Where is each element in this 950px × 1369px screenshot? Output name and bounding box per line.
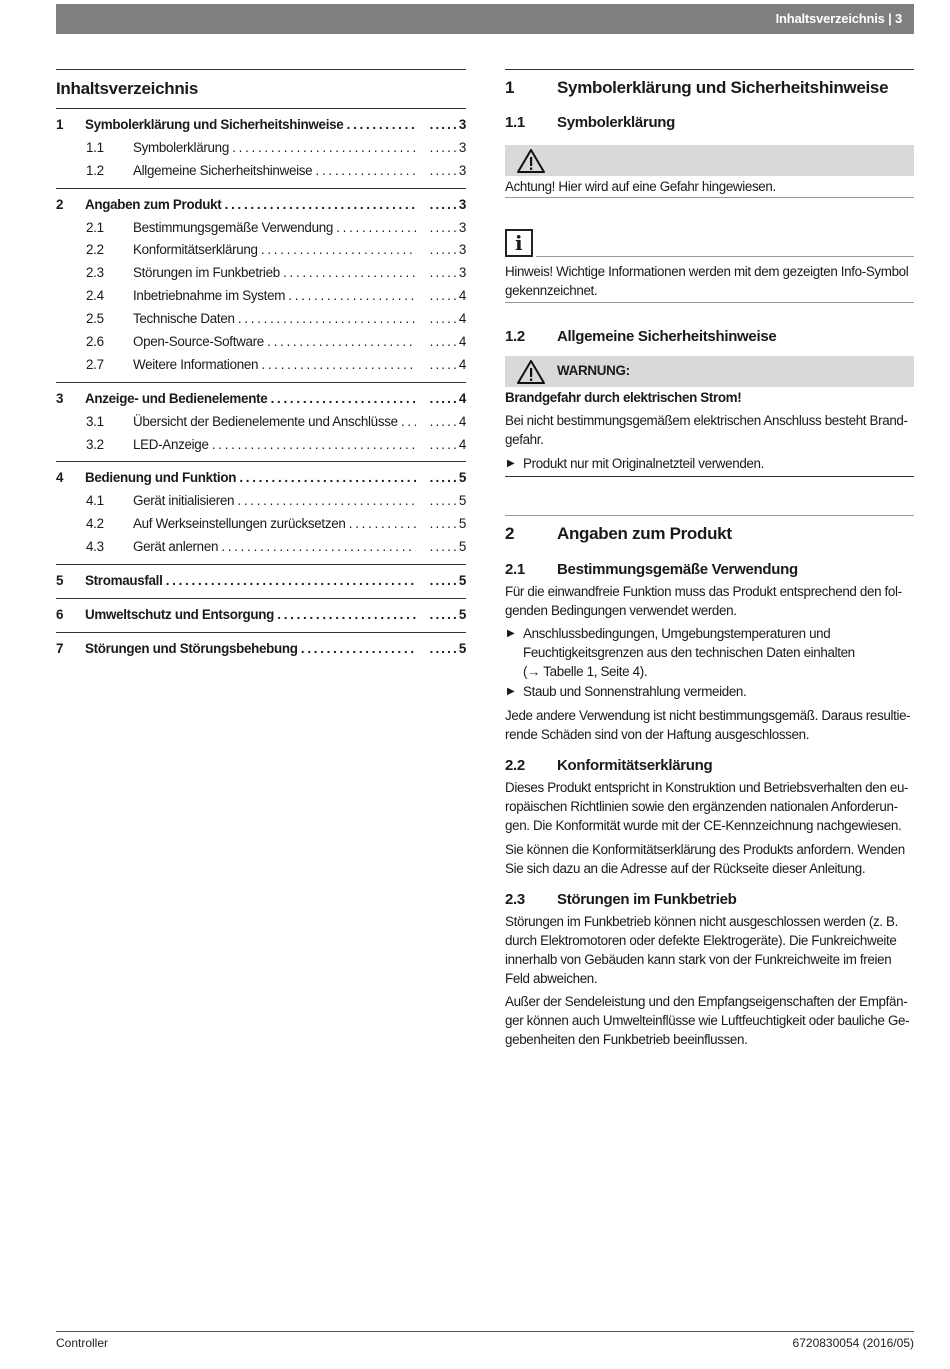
toc-entry-page: . . . 4 [430, 288, 466, 303]
toc-entry-number: 4.3 [86, 539, 104, 555]
toc-chapter-entry[interactable] [56, 467, 466, 490]
toc-subsection-entry[interactable] [56, 434, 466, 457]
section-title: Konformitätserklärung [557, 757, 713, 774]
toc-entry-number: 6 [56, 606, 64, 622]
toc-entry-label: Open-Source-Software . . . [133, 334, 416, 349]
toc-entry-number: 2.6 [86, 334, 104, 350]
toc-group [56, 383, 466, 463]
toc-entry-label: Allgemeine Sicherheitshinweise . . . [133, 163, 416, 178]
page-footer [56, 1331, 914, 1350]
toc-entry-label: Störungen im Funkbetrieb . . . [133, 265, 416, 280]
toc-entry-number: 2.3 [86, 265, 104, 281]
toc-group [56, 599, 466, 633]
warning-triangle-icon [516, 359, 546, 385]
toc-entry-number: 1.1 [86, 139, 104, 155]
paragraph: Sie können die Konformitätserklärung des Produkts anfordern. Wenden Sie sich dazu an die Adresse auf der Rückseite dieser Anleitung. [505, 842, 905, 876]
section-rule [505, 515, 914, 516]
toc-entry-page: . . . 3 [430, 242, 466, 257]
toc-entry-number: 4.1 [86, 493, 104, 509]
toc-entry-page: . . . 5 [430, 641, 466, 656]
toc-subsection-entry[interactable] [56, 239, 466, 262]
toc-groups [56, 109, 466, 666]
footer-product: Controller [56, 1336, 109, 1350]
footer-doc-number: 6720830054 (2016/05) [792, 1336, 914, 1350]
toc-subsection-entry[interactable] [56, 285, 466, 308]
toc-entry-label: Bestimmungsgemäße Verwendung . . . [133, 220, 416, 235]
section-rule [505, 69, 914, 70]
toc-subsection-entry[interactable] [56, 490, 466, 513]
toc-entry-page: . . . 5 [430, 539, 466, 554]
toc-group [56, 462, 466, 565]
toc-entry-number: 2.4 [86, 288, 104, 304]
toc-entry-number: 1.2 [86, 162, 104, 178]
toc-entry-label: Störungen und Störungsbehebung . . . [85, 641, 416, 656]
section-title: Allgemeine Sicherheitshinweise [557, 328, 777, 345]
section-number: 1.1 [505, 114, 525, 131]
warning-label: WARNUNG: [557, 363, 630, 378]
bullet-text: Anschlussbedingungen, Umgebungstemperaturen und Feuchtigkeitsgrenzen aus den technischen Daten einhalten (→ Tabelle 1, Seite 4). [523, 626, 855, 679]
toc-entry-number: 2.5 [86, 311, 104, 327]
toc-group [56, 633, 466, 666]
toc-group [56, 109, 466, 189]
toc-entry-number: 3.1 [86, 413, 104, 429]
toc-entry-number: 1 [56, 117, 64, 132]
section-title: Störungen im Funkbetrieb [557, 891, 737, 908]
section-title: Symbolerklärung [557, 114, 676, 131]
page-header [56, 4, 914, 34]
header-title: Inhaltsverzeichnis | 3 [775, 11, 902, 26]
toc-entry-label: Technische Daten . . . [133, 311, 416, 326]
toc-subsection-entry[interactable] [56, 217, 466, 240]
toc-entry-page: . . . 4 [430, 334, 466, 349]
toc-chapter-entry[interactable] [56, 638, 466, 661]
toc-entry-page: . . . 3 [430, 220, 466, 235]
toc-subsection-entry[interactable] [56, 331, 466, 354]
toc-chapter-entry[interactable] [56, 194, 466, 217]
toc-subsection-entry[interactable] [56, 513, 466, 536]
toc-entry-page: . . . 4 [430, 357, 466, 372]
section-title: Symbolerklärung und Sicherheitshinweise [557, 78, 889, 97]
toc-subsection-entry[interactable] [56, 411, 466, 434]
toc-entry-label: LED-Anzeige . . . [133, 437, 416, 452]
toc-entry-label: Bedienung und Funktion . . . [85, 470, 416, 485]
bullet-arrow-icon: ▶ [507, 458, 515, 469]
toc-entry-number: 3.2 [86, 436, 104, 452]
toc-chapter-entry[interactable] [56, 570, 466, 593]
toc-entry-page: . . . 3 [430, 117, 466, 132]
toc-entry-number: 2 [56, 196, 64, 212]
section-number: 2.2 [505, 757, 525, 774]
paragraph: Störungen im Funkbetrieb können nicht ausgeschlossen werden (z. B. durch Elektromotoren oder defekte Elektrogeräte). Die Funkreichweite innerhalb von Gebäuden kann stark von der Funkreichweite im freien Feld abweichen. [505, 914, 898, 986]
section-number: 2.1 [505, 561, 525, 578]
toc-chapter-entry[interactable] [56, 114, 466, 137]
paragraph: Jede andere Verwendung ist nicht bestimmungsgemäß. Daraus resultie-rende Schäden sind von der Haftung ausgeschlossen. [505, 708, 911, 742]
warning-text: Bei nicht bestimmungsgemäßem elektrischen Anschluss besteht Brand-gefahr. [505, 413, 908, 447]
toc-entry-page: . . . 3 [430, 197, 466, 212]
toc-entry-label: Umweltschutz und Entsorgung . . . [85, 607, 416, 622]
section-number: 1.2 [505, 328, 525, 345]
info-text: Hinweis! Wichtige Informationen werden mit dem gezeigten Info-Symbol gekennzeichnet. [505, 264, 909, 298]
toc-entry-label: Angaben zum Produkt . . . [85, 197, 416, 212]
toc-entry-number: 3 [56, 390, 64, 406]
section-number: 2.3 [505, 891, 525, 908]
table-of-contents [56, 69, 466, 666]
toc-entry-page: . . . 3 [430, 163, 466, 178]
paragraph: Dieses Produkt entspricht in Konstruktion und Betriebsverhalten den eu-ropäischen Richtlinien sowie den ergänzenden nationalen Anforderun-gen. Die Konformität wurde mit der CE-Kennzeichnung nachgewiesen. [505, 780, 909, 833]
toc-entry-label: Konformitätserklärung . . . [133, 242, 416, 257]
toc-entry-label: Gerät anlernen . . . [133, 539, 416, 554]
toc-chapter-entry[interactable] [56, 388, 466, 411]
section-number: 2 [505, 524, 515, 543]
toc-entry-label: Gerät initialisieren . . . [133, 493, 416, 508]
toc-entry-page: . . . 3 [430, 265, 466, 280]
toc-subsection-entry[interactable] [56, 536, 466, 559]
toc-title: Inhaltsverzeichnis [56, 79, 198, 98]
warning-title: Brandgefahr durch elektrischen Strom! [505, 390, 742, 405]
section-rule [505, 302, 914, 303]
toc-entry-number: 5 [56, 573, 64, 589]
toc-group [56, 189, 466, 383]
paragraph: Für die einwandfreie Funktion muss das Produkt entsprechend den fol-genden Bedingungen verwendet werden. [505, 584, 902, 618]
warning-triangle-icon [516, 148, 546, 174]
toc-entry-number: 4.2 [86, 516, 104, 532]
toc-group [56, 565, 466, 599]
paragraph: Außer der Sendeleistung und den Empfangseigenschaften der Empfän-ger können auch Umwelteinflüsse wie Luftfeuchtigkeit oder bauliche Ge-gebenheiten den Funkbetrieb beeinflussen. [505, 994, 910, 1047]
toc-entry-page: . . . 5 [430, 573, 466, 588]
bullet-arrow-icon: ▶ [507, 686, 515, 697]
toc-entry-label: Symbolerklärung . . . [133, 140, 416, 155]
section-title: Bestimmungsgemäße Verwendung [557, 561, 798, 578]
bullet-text: Staub und Sonnenstrahlung vermeiden. [523, 684, 747, 699]
toc-subsection-entry[interactable] [56, 308, 466, 331]
toc-entry-number: 4 [56, 470, 64, 486]
toc-entry-page: . . . 4 [430, 311, 466, 326]
section-number: 1 [505, 78, 515, 97]
toc-entry-number: 7 [56, 640, 64, 656]
toc-entry-label: Auf Werkseinstellungen zurücksetzen . . . [133, 516, 416, 531]
toc-entry-number: 2.7 [86, 356, 104, 372]
toc-entry-page: . . . 4 [430, 437, 466, 452]
toc-entry-page: . . . 5 [430, 516, 466, 531]
caution-text: Achtung! Hier wird auf eine Gefahr hingewiesen. [505, 179, 776, 194]
toc-entry-number: 2.2 [86, 242, 104, 258]
toc-entry-page: . . . 3 [430, 140, 466, 155]
section-rule [536, 256, 914, 257]
toc-entry-number: 2.1 [86, 219, 104, 235]
toc-entry-label: Weitere Informationen . . . [133, 357, 416, 372]
toc-subsection-entry[interactable] [56, 262, 466, 285]
toc-title-wrap [56, 69, 466, 109]
toc-subsection-entry[interactable] [56, 354, 466, 377]
toc-entry-label: Anzeige- und Bedienelemente . . . [85, 391, 416, 406]
warning-bar [505, 356, 914, 387]
toc-entry-label: Übersicht der Bedienelemente und Anschlüsse . . . [133, 414, 416, 429]
toc-subsection-entry[interactable] [56, 160, 466, 183]
bullet-text: Produkt nur mit Originalnetzteil verwenden. [523, 456, 764, 471]
toc-entry-page: . . . 4 [430, 414, 466, 429]
caution-bar [505, 145, 914, 176]
toc-entry-label: Symbolerklärung und Sicherheitshinweise . . . [85, 117, 416, 132]
section-title: Angaben zum Produkt [557, 524, 732, 543]
toc-subsection-entry[interactable] [56, 137, 466, 160]
toc-entry-label: Inbetriebnahme im System . . . [133, 288, 416, 303]
toc-entry-page: . . . 5 [430, 493, 466, 508]
toc-chapter-entry[interactable] [56, 604, 466, 627]
toc-entry-page: . . . 4 [430, 391, 466, 406]
toc-entry-page: . . . 5 [430, 607, 466, 622]
info-icon: i [505, 229, 533, 257]
bullet-arrow-icon: ▶ [507, 628, 515, 639]
section-rule [505, 197, 914, 198]
toc-entry-label: Stromausfall . . . [85, 573, 416, 588]
toc-entry-page: . . . 5 [430, 470, 466, 485]
section-rule [505, 476, 914, 477]
